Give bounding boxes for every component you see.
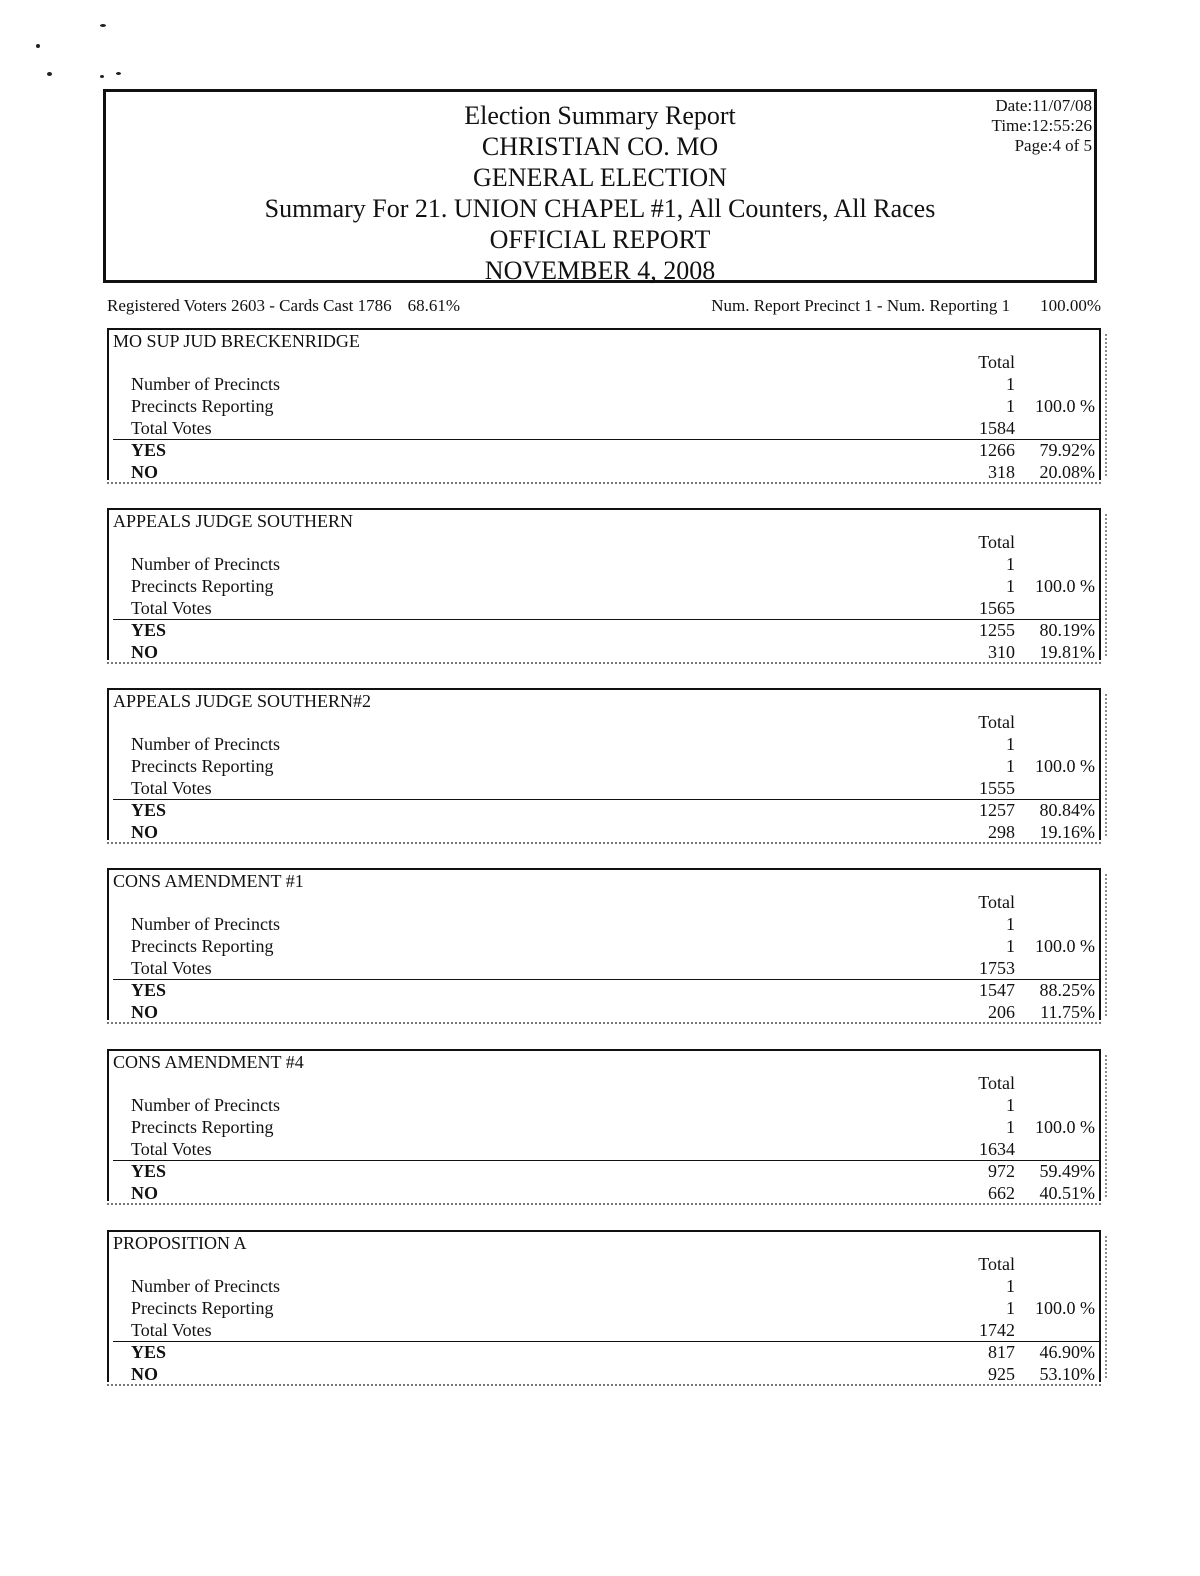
total-column-header: Total: [978, 1254, 1015, 1274]
scan-edge-noise: [1101, 1236, 1107, 1378]
scan-edge-noise: [1101, 514, 1107, 656]
race-title: APPEALS JUDGE SOUTHERN#2: [113, 691, 372, 711]
county-name: CHRISTIAN CO. MO: [481, 132, 719, 161]
precinct-reporting: [711, 296, 1101, 316]
row-total: 206: [988, 1002, 1015, 1022]
row-label: YES: [131, 440, 167, 460]
total-column-header: Total: [978, 352, 1015, 372]
yes-row: [131, 1342, 1095, 1364]
row-label: Total Votes: [131, 958, 212, 978]
reporting-row: [131, 1298, 1095, 1320]
row-total: 1: [1006, 936, 1015, 956]
row-total: 1634: [979, 1139, 1015, 1159]
row-label: NO: [131, 462, 158, 482]
row-percent: 100.0 %: [1035, 396, 1095, 416]
row-percent: 40.51%: [1039, 1183, 1095, 1203]
row-label: Precincts Reporting: [131, 576, 274, 596]
row-total: 1: [1006, 396, 1015, 416]
race-title: APPEALS JUDGE SOUTHERN: [113, 511, 354, 531]
report-time: Time:12:55:26: [991, 116, 1092, 135]
race-title: CONS AMENDMENT #4: [113, 1052, 304, 1072]
precincts-row: [131, 1095, 1095, 1117]
row-percent: 100.0 %: [1035, 576, 1095, 596]
row-total: 972: [988, 1161, 1015, 1181]
precincts-row: [131, 554, 1095, 576]
scan-edge-noise: [1101, 334, 1107, 476]
row-label: Total Votes: [131, 1139, 212, 1159]
row-total: 1: [1006, 1276, 1015, 1296]
total-column-header: Total: [978, 1073, 1015, 1093]
reporting-row: [131, 936, 1095, 958]
row-total: 1266: [979, 440, 1015, 460]
no-row: [131, 1002, 1095, 1024]
row-percent: 100.0 %: [1035, 936, 1095, 956]
row-label: NO: [131, 1002, 158, 1022]
row-label: Number of Precincts: [131, 554, 280, 574]
row-percent: 88.25%: [1039, 980, 1095, 1000]
precinct-summary: Summary For 21. UNION CHAPEL #1, All Counters, All Races: [264, 194, 936, 223]
precincts-row: [131, 734, 1095, 756]
row-label: YES: [131, 1342, 167, 1362]
row-label: Number of Precincts: [131, 1276, 280, 1296]
total-votes-row: [131, 598, 1095, 620]
row-total: 310: [988, 642, 1015, 662]
race-title: MO SUP JUD BRECKENRIDGE: [113, 331, 360, 351]
yes-row: [131, 620, 1095, 642]
registered-voters: [107, 296, 460, 316]
row-total: 298: [988, 822, 1015, 842]
row-label: YES: [131, 620, 167, 640]
reporting-percent: 100.00%: [1040, 296, 1101, 315]
row-total: 1: [1006, 914, 1015, 934]
turnout-percent: 68.61%: [407, 296, 460, 315]
row-percent: 80.19%: [1039, 620, 1095, 640]
reporting-row: [131, 396, 1095, 418]
election-date: NOVEMBER 4, 2008: [484, 256, 716, 285]
row-total: 1255: [979, 620, 1015, 640]
scan-speck: [116, 72, 121, 75]
row-label: NO: [131, 1183, 158, 1203]
row-total: 1: [1006, 1117, 1015, 1137]
row-percent: 19.16%: [1039, 822, 1095, 842]
race-block: [107, 1230, 1101, 1382]
row-total: 1565: [979, 598, 1015, 618]
row-total: 1547: [979, 980, 1015, 1000]
turnout-summary: [107, 296, 1101, 320]
scan-edge-noise: [1101, 1055, 1107, 1197]
row-label: Precincts Reporting: [131, 396, 274, 416]
row-total: 1257: [979, 800, 1015, 820]
yes-row: [131, 1161, 1095, 1183]
row-percent: 19.81%: [1039, 642, 1095, 662]
no-row: [131, 1183, 1095, 1205]
election-name: GENERAL ELECTION: [473, 163, 727, 192]
yes-row: [131, 980, 1095, 1002]
row-label: Number of Precincts: [131, 914, 280, 934]
row-percent: 11.75%: [1040, 1002, 1095, 1022]
row-total: 1584: [979, 418, 1015, 438]
registered-voters-text: Registered Voters 2603 - Cards Cast 1786: [107, 296, 392, 315]
row-label: NO: [131, 822, 158, 842]
row-label: YES: [131, 1161, 167, 1181]
row-label: NO: [131, 1364, 158, 1384]
total-column-header: Total: [978, 892, 1015, 912]
report-title-block: [106, 100, 1094, 286]
precincts-row: [131, 1276, 1095, 1298]
row-label: Number of Precincts: [131, 734, 280, 754]
row-total: 1: [1006, 554, 1015, 574]
row-label: Precincts Reporting: [131, 1117, 274, 1137]
report-meta: [992, 96, 1092, 156]
row-label: Precincts Reporting: [131, 756, 274, 776]
report-title: Election Summary Report: [464, 101, 736, 130]
yes-row: [131, 440, 1095, 462]
race-block: [107, 688, 1101, 840]
row-label: Precincts Reporting: [131, 936, 274, 956]
total-votes-row: [131, 418, 1095, 440]
total-votes-row: [131, 1139, 1095, 1161]
race-block: [107, 1049, 1101, 1201]
row-label: YES: [131, 980, 167, 1000]
scan-speck: [36, 44, 40, 48]
precincts-row: [131, 914, 1095, 936]
row-total: 1: [1006, 1095, 1015, 1115]
row-label: Number of Precincts: [131, 374, 280, 394]
report-status: OFFICIAL REPORT: [489, 225, 711, 254]
row-total: 1: [1006, 734, 1015, 754]
race-title: CONS AMENDMENT #1: [113, 871, 304, 891]
race-title: PROPOSITION A: [113, 1233, 247, 1253]
total-column-header: Total: [978, 532, 1015, 552]
row-percent: 80.84%: [1039, 800, 1095, 820]
reporting-row: [131, 576, 1095, 598]
row-total: 1753: [979, 958, 1015, 978]
row-percent: 79.92%: [1039, 440, 1095, 460]
report-date: Date:11/07/08: [995, 96, 1092, 115]
row-label: Precincts Reporting: [131, 1298, 274, 1318]
precincts-row: [131, 374, 1095, 396]
row-percent: 100.0 %: [1035, 1298, 1095, 1318]
row-percent: 100.0 %: [1035, 1117, 1095, 1137]
row-total: 925: [988, 1364, 1015, 1384]
row-label: Total Votes: [131, 598, 212, 618]
scan-edge-noise: [1101, 694, 1107, 836]
total-votes-row: [131, 778, 1095, 800]
race-block: [107, 508, 1101, 660]
scan-edge-noise: [1101, 874, 1107, 1016]
report-header-box: [103, 89, 1097, 283]
no-row: [131, 642, 1095, 664]
race-block: [107, 328, 1101, 480]
row-percent: 53.10%: [1039, 1364, 1095, 1384]
total-column-header: Total: [978, 712, 1015, 732]
row-percent: 20.08%: [1039, 462, 1095, 482]
row-percent: 46.90%: [1039, 1342, 1095, 1362]
row-total: 1742: [979, 1320, 1015, 1340]
row-label: YES: [131, 800, 167, 820]
scan-speck: [100, 75, 104, 78]
no-row: [131, 1364, 1095, 1386]
row-total: 1: [1006, 1298, 1015, 1318]
row-label: NO: [131, 642, 158, 662]
row-total: 1: [1006, 756, 1015, 776]
row-label: Number of Precincts: [131, 1095, 280, 1115]
no-row: [131, 462, 1095, 484]
reporting-row: [131, 756, 1095, 778]
row-total: 1: [1006, 374, 1015, 394]
row-label: Total Votes: [131, 418, 212, 438]
precinct-reporting-text: Num. Report Precinct 1 - Num. Reporting 1: [711, 296, 1011, 315]
row-total: 1: [1006, 576, 1015, 596]
row-total: 662: [988, 1183, 1015, 1203]
reporting-row: [131, 1117, 1095, 1139]
total-votes-row: [131, 958, 1095, 980]
row-total: 318: [988, 462, 1015, 482]
row-total: 1555: [979, 778, 1015, 798]
row-percent: 59.49%: [1039, 1161, 1095, 1181]
row-label: Total Votes: [131, 778, 212, 798]
race-block: [107, 868, 1101, 1020]
row-total: 817: [988, 1342, 1015, 1362]
scan-speck: [47, 72, 52, 76]
page-number: Page:4 of 5: [1014, 136, 1092, 155]
row-label: Total Votes: [131, 1320, 212, 1340]
total-votes-row: [131, 1320, 1095, 1342]
row-percent: 100.0 %: [1035, 756, 1095, 776]
no-row: [131, 822, 1095, 844]
scan-speck: [100, 24, 106, 27]
yes-row: [131, 800, 1095, 822]
